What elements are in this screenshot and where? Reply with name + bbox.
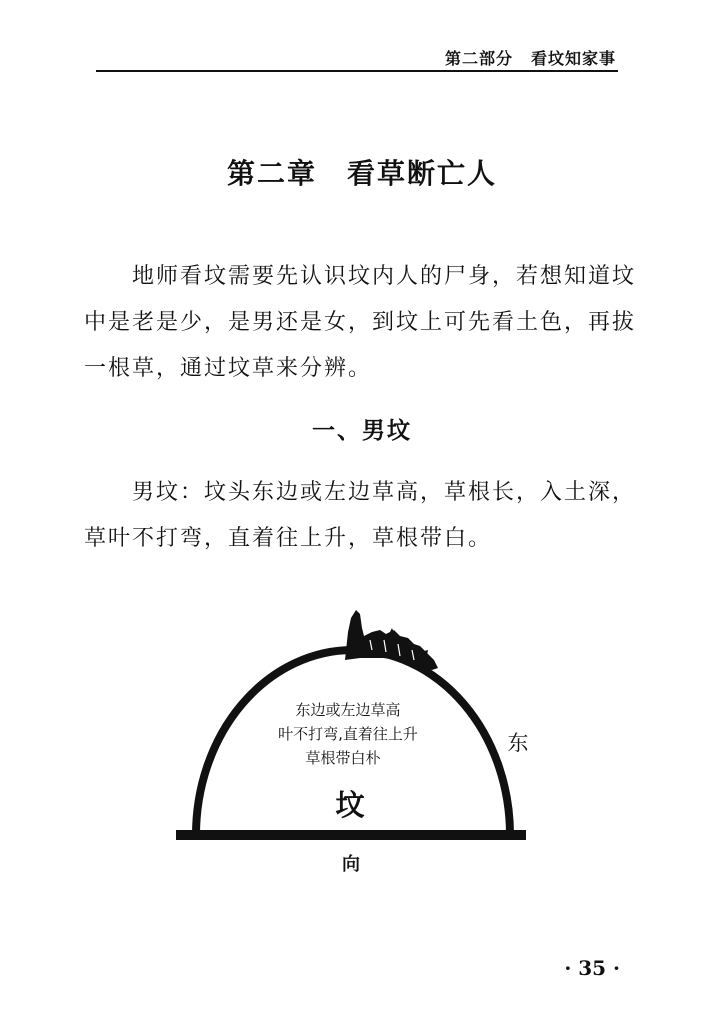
figure-label-grave: 坟 — [335, 788, 365, 822]
intro-text: 地师看坟需要先认识坟内人的尸身，若想知道坟中是老是少，是男还是女，到坟上可先看土色，再拔一根草，通过坟草来分辨。 — [84, 264, 637, 381]
chapter-title — [0, 152, 724, 192]
running-head — [445, 46, 616, 69]
figure-label-line1: 东边或左边草高 — [295, 701, 401, 719]
figure-label-line2: 叶不打弯,直着往上升 — [278, 725, 418, 743]
grass-tuft-icon — [345, 610, 438, 670]
section-paragraph — [84, 470, 644, 562]
header-rule — [96, 70, 618, 72]
section-title: 一、男坟 — [312, 417, 412, 444]
figure-label-east: 东 — [507, 731, 529, 755]
grave-base-bar — [176, 830, 526, 840]
intro-paragraph — [84, 254, 644, 392]
grave-diagram — [0, 590, 724, 920]
page-number: · 35 · — [564, 956, 620, 980]
grave-diagram-svg — [0, 590, 724, 920]
figure-label-facing: 向 — [342, 854, 360, 875]
running-head-part: 第二部分 — [444, 49, 513, 68]
chapter-name: 看草断亡人 — [347, 157, 498, 190]
section-text: 男坟：坟头东边或左边草高，草根长，入土深，草叶不打弯，直着往上升，草根带白。 — [84, 480, 637, 551]
chapter-number: 第二章 — [226, 157, 317, 190]
figure-label-line3: 草根带白朴 — [305, 749, 381, 767]
running-head-section: 看坟知家事 — [530, 49, 616, 68]
